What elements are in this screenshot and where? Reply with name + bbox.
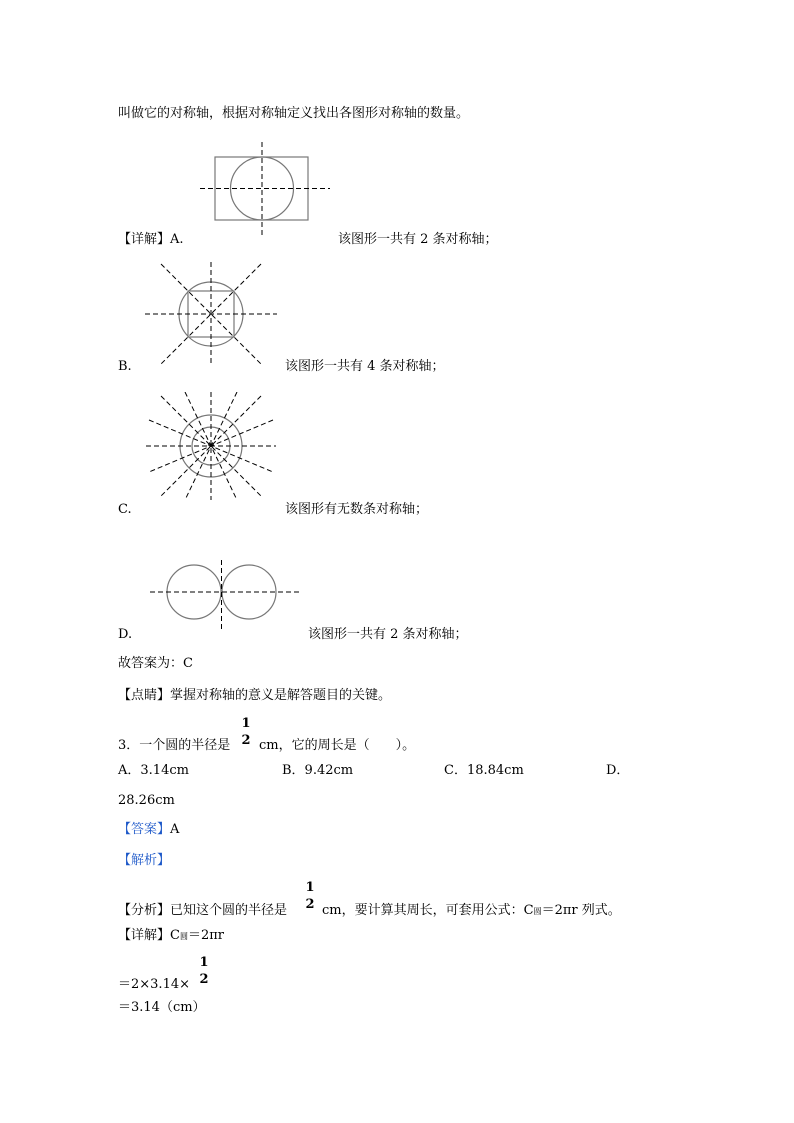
analysis-subscript: 圆 (533, 907, 542, 916)
detail2-formula-subscript: 圆 (179, 932, 188, 941)
q3-fraction-numerator: 1 (241, 716, 251, 731)
answer-value: A (170, 822, 180, 837)
analysis-tag: 【解析】 (118, 853, 171, 868)
q3-choice-d: D． (606, 763, 630, 778)
option-b-text: 该图形一共有 4 条对称轴； (285, 359, 445, 374)
q3-choice-a: A．3.14cm (118, 763, 189, 778)
figure-c-concentric-circles (146, 392, 276, 500)
q3-choice-d-value: 28.26cm (118, 793, 175, 808)
detail2-formula-rest: ＝2πr (187, 928, 224, 943)
detail2-step1: ＝2×3.14× (118, 977, 191, 992)
q3-suffix: cm，它的周长是（ ）。 (259, 738, 416, 753)
q3-prefix: 3．一个圆的半径是 (118, 738, 231, 753)
q3-choice-b: B．9.42cm (282, 763, 354, 778)
figure-d-tangent-circles (148, 560, 304, 630)
option-b-letter: B. (118, 359, 132, 374)
intro-line: 叫做它的对称轴，根据对称轴定义找出各图形对称轴的数量。 (118, 106, 470, 121)
option-a-row (118, 232, 184, 248)
option-a-letter: A. (170, 232, 184, 247)
option-c-text: 该图形有无数条对称轴； (285, 502, 429, 517)
analysis-text-before: 已知这个圆的半径是 (170, 903, 288, 918)
analysis-line-end (322, 903, 621, 920)
comment-tag: 【点睛】 (118, 688, 171, 703)
q3-fraction-denominator: 2 (241, 733, 251, 748)
detail2-step1-fraction-denominator: 2 (199, 972, 209, 987)
analysis-text-after-2: ＝2πr 列式。 (541, 903, 621, 918)
detail2-formula-c: C (170, 928, 180, 943)
option-a-text: 该图形一共有 2 条对称轴； (338, 232, 498, 247)
option-d-letter: D. (118, 627, 133, 642)
detail2-step2: ＝3.14（cm） (118, 1000, 206, 1015)
figure-b-square-circle (143, 262, 279, 366)
q3-choice-c: C．18.84cm (444, 763, 524, 778)
detail2-tag: 【详解】 (118, 928, 171, 943)
answer-line: 故答案为：C (118, 656, 193, 671)
analysis-subtag: 【分析】 (118, 903, 171, 918)
analysis-fraction-numerator: 1 (305, 880, 315, 895)
analysis-line-start (118, 903, 287, 919)
detail2-formula (118, 928, 224, 945)
comment-text: 掌握对称轴的意义是解答题目的关键。 (170, 688, 392, 703)
analysis-text-after-1: cm，要计算其周长，可套用公式：C (322, 903, 534, 918)
figure-a-rectangle-circle (195, 140, 335, 240)
answer-block (118, 822, 179, 838)
option-c-letter: C. (118, 502, 132, 517)
analysis-fraction-denominator: 2 (305, 897, 315, 912)
comment-line (118, 688, 391, 704)
detail2-step1-fraction-numerator: 1 (199, 955, 209, 970)
option-d-text: 该图形一共有 2 条对称轴； (308, 627, 468, 642)
answer-tag: 【答案】 (118, 822, 171, 837)
detail-tag: 【详解】 (118, 232, 171, 247)
